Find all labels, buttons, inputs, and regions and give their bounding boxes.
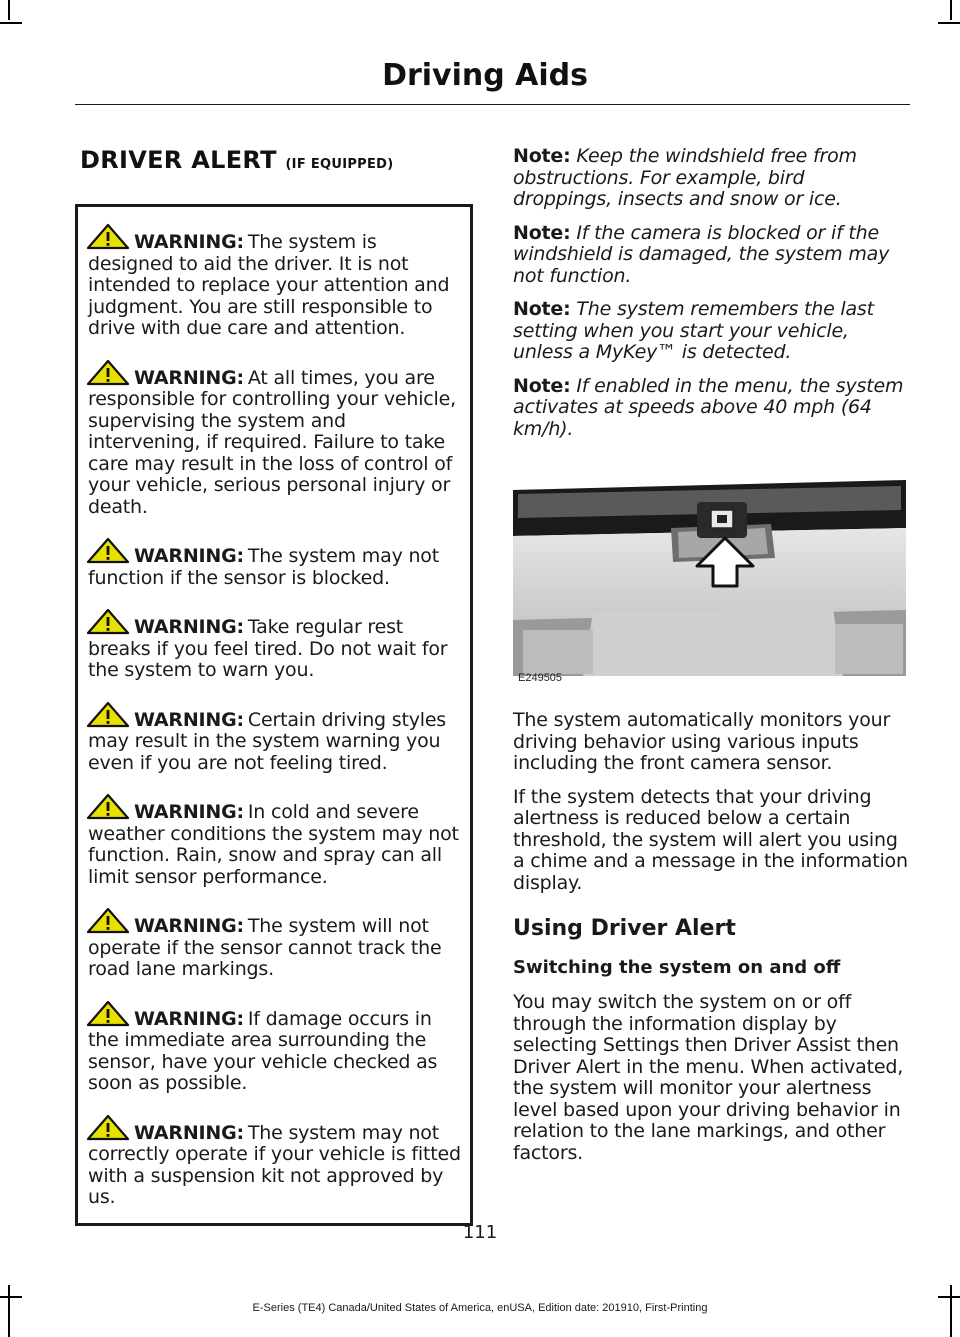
warning-label: WARNING:: [134, 801, 244, 823]
warning-triangle-icon: [86, 907, 130, 934]
warning-item: [88, 359, 461, 519]
header-rule: [75, 104, 910, 105]
footer-text: E-Series (TE4) Canada/United States of America, enUSA, Edition date: 201910, First-Printing: [252, 1302, 708, 1314]
note-item: [513, 376, 908, 441]
note-label: Note:: [513, 221, 571, 244]
warning-label: WARNING:: [134, 915, 244, 937]
warning-box: [75, 204, 473, 1226]
left-column: [75, 146, 473, 1226]
warning-item: [88, 1000, 461, 1095]
warning-triangle-icon: [86, 1000, 130, 1027]
warning-triangle-icon: [86, 537, 130, 564]
warning-item: [88, 701, 461, 775]
paragraph: You may switch the system on or off through the information display by selecting Settings then Driver Assist then Driver Alert in the menu. When activated, the system will monitor your alertness level based upon your driving behavior in relation to the lane markings, and other factors.: [513, 991, 904, 1164]
crop-mark: [938, 22, 960, 24]
note-item: [513, 299, 908, 364]
warning-item: [88, 793, 461, 888]
warning-text: The system may not correctly operate if your vehicle is fitted with a suspension kit not approved by us.: [88, 1121, 461, 1208]
warning-label: WARNING:: [134, 545, 244, 567]
warning-label: WARNING:: [134, 366, 244, 389]
warning-item: [88, 608, 461, 682]
crop-mark: [0, 22, 22, 24]
subsection-title: Using Driver Alert: [513, 916, 736, 941]
warning-triangle-icon: [86, 608, 130, 635]
windshield-camera-illustration: [513, 480, 906, 680]
paragraph: If the system detects that your driving alertness is reduced below a certain threshold, the system will alert you using a chime and a message in the information display.: [513, 785, 908, 894]
note-item: [513, 223, 908, 288]
section-qualifier: (IF EQUIPPED): [285, 157, 394, 172]
subsection-subtitle: Switching the system on and off: [513, 957, 841, 978]
note-label: Note:: [513, 374, 571, 397]
right-column: [513, 146, 908, 1176]
warning-triangle-icon: [86, 359, 130, 386]
warning-text: At all times, you are responsible for controlling your vehicle, supervising the system and intervening, if required. Failure to take care may result in the loss of control of your vehicle, serious personal injury or death.: [88, 366, 456, 518]
warning-triangle-icon: [86, 701, 130, 728]
warning-text: The system may not function if the sensor is blocked.: [88, 545, 439, 589]
warning-item: [88, 223, 461, 340]
crop-mark: [8, 0, 10, 20]
warning-text: Certain driving styles may result in the system warning you even if you are not feeling tired.: [88, 708, 447, 774]
note-item: [513, 146, 908, 211]
note-text: If the camera is blocked or if the windshield is damaged, the system may not function.: [513, 221, 890, 287]
paragraph: The system automatically monitors your driving behavior using various inputs including the front camera sensor.: [513, 709, 891, 774]
note-text: The system remembers the last setting when you start your vehicle, unless a MyKey™ is detected.: [513, 298, 874, 363]
note-text: If enabled in the menu, the system activates at speeds above 40 mph (64 km/h).: [513, 374, 904, 440]
warning-item: [88, 1114, 461, 1209]
crop-mark: [938, 1296, 960, 1298]
warning-label: WARNING:: [134, 616, 244, 638]
crop-mark: [950, 0, 952, 20]
warning-label: WARNING:: [134, 1121, 244, 1144]
warning-item: [88, 537, 461, 589]
section-title: DRIVER ALERT (IF EQUIPPED): [80, 146, 394, 174]
warning-text: Take regular rest breaks if you feel tired. Do not wait for the system to warn you.: [88, 616, 448, 681]
warning-text: If damage occurs in the immediate area surrounding the sensor, have your vehicle checked as soon as possible.: [88, 1007, 438, 1094]
warning-text: The system will not operate if the sensor cannot track the road lane markings.: [88, 915, 442, 980]
page-header-title: Driving Aids: [382, 58, 588, 93]
warning-label: WARNING:: [134, 708, 244, 731]
warning-text: The system is designed to aid the driver. It is not intended to replace your attention and judgment. You are still responsible to drive with due care and attention.: [88, 231, 450, 339]
note-label: Note:: [513, 145, 571, 167]
warning-label: WARNING:: [134, 1007, 244, 1030]
figure-code: E249505: [518, 672, 563, 684]
notes-list: [513, 146, 908, 440]
warning-label: WARNING:: [134, 231, 244, 253]
warning-text: In cold and severe weather conditions the system may not function. Rain, snow and spray can all limit sensor performance.: [88, 801, 459, 888]
windshield-camera-figure: [513, 480, 906, 684]
warning-triangle-icon: [86, 793, 130, 820]
note-text: Keep the windshield free from obstructions. For example, bird droppings, insects and snow or ice.: [513, 145, 857, 210]
warning-item: [88, 907, 461, 981]
crop-mark: [0, 1296, 22, 1298]
page-number: 111: [462, 1222, 498, 1243]
warning-triangle-icon: [86, 1114, 130, 1141]
warning-triangle-icon: [86, 223, 130, 250]
note-label: Note:: [513, 298, 571, 320]
